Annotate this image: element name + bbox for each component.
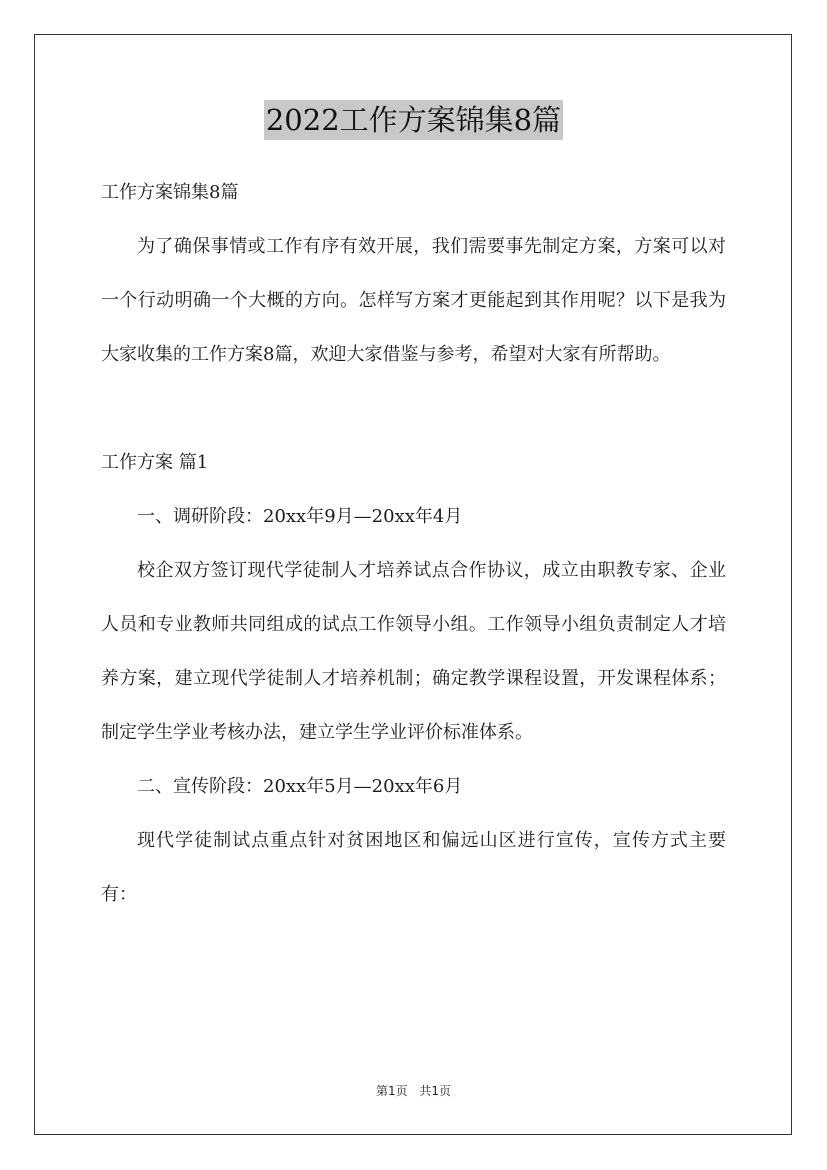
page-number-total: 共1页: [419, 1084, 452, 1098]
section-heading: 工作方案 篇1: [101, 452, 209, 473]
title-container: [0, 100, 827, 140]
section-spacer: [101, 382, 726, 436]
page-footer: [0, 1082, 827, 1099]
stage2-heading: 二、宣传阶段：20xx年5月—20xx年6月: [137, 776, 463, 797]
page-number-current: 第1页: [375, 1084, 408, 1098]
document-subtitle: 工作方案锦集8篇: [101, 182, 239, 203]
document-body: [101, 166, 726, 922]
stage1-paragraph: 校企双方签订现代学徒制人才培养试点合作协议，成立由职教专家、企业人员和专业教师共同组成的试点工作领导小组。工作领导小组负责制定人才培养方案，建立现代学徒制人才培养机制；确定教学课程设置，开发课程体系；制定学生学业考核办法，建立学生学业评价标准体系。: [101, 560, 726, 743]
stage1-heading: 一、调研阶段：20xx年9月—20xx年4月: [137, 506, 463, 527]
stage2-paragraph: 现代学徒制试点重点针对贫困地区和偏远山区进行宣传，宣传方式主要有：: [101, 830, 726, 905]
document-title: 2022工作方案锦集8篇: [264, 100, 563, 140]
intro-paragraph: 为了确保事情或工作有序有效开展，我们需要事先制定方案，方案可以对一个行动明确一个大概的方向。怎样写方案才更能起到其作用呢？以下是我为大家收集的工作方案8篇，欢迎大家借鉴与参考，希望对大家有所帮助。: [101, 236, 726, 365]
